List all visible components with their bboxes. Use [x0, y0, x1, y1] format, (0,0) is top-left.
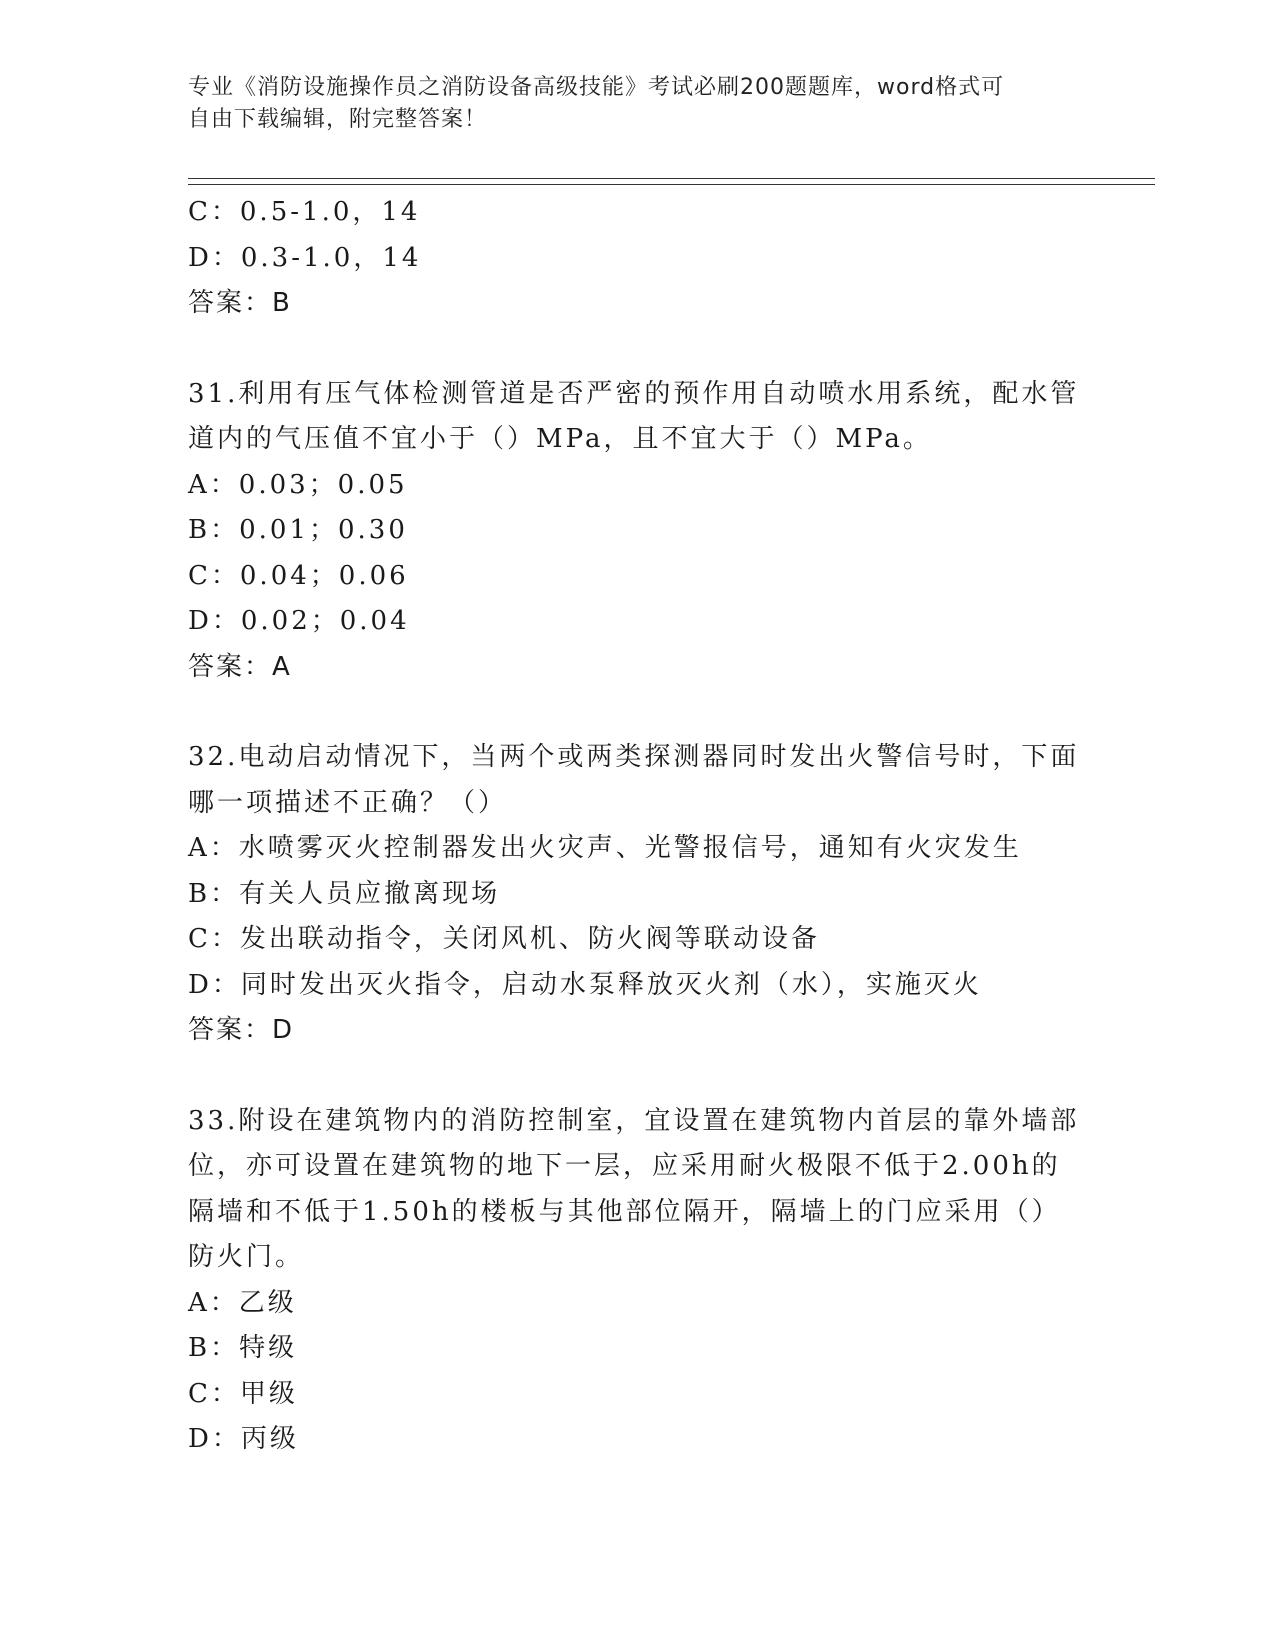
answer-label: 答案：A: [188, 651, 292, 682]
option-c: C：0.04；0.06: [188, 560, 409, 591]
option-b: B：有关人员应撤离现场: [188, 878, 501, 909]
option-d: D：同时发出灭火指令，启动水泵释放灭火剂（水），实施灭火: [188, 969, 982, 1000]
option-c: C：甲级: [188, 1378, 298, 1409]
option-a: A：水喷雾灭火控制器发出火灾声、光警报信号，通知有火灾发生: [188, 833, 1022, 863]
option-d: D：丙级: [188, 1424, 299, 1454]
question-33: [188, 1099, 1088, 1463]
option-b: B：特级: [188, 1333, 298, 1363]
prev-question-tail: [188, 190, 1088, 327]
page-header: [188, 72, 1068, 136]
header-title-line1: 专业《消防设施操作员之消防设备高级技能》考试必刷200题题库，word格式可: [188, 75, 1005, 100]
option-b: B：0.01；0.30: [188, 515, 408, 545]
question-32: [188, 735, 1088, 1054]
option-c: C：0.5-1.0，14: [188, 197, 421, 227]
question-31: [188, 372, 1088, 691]
question-text: 31.利用有压气体检测管道是否严密的预作用自动喷水用系统，配水管道内的气压值不宜小于（）MPa，且不宜大于（）MPa。: [188, 378, 1080, 454]
answer-label: 答案：B: [188, 288, 292, 318]
question-text: 33.附设在建筑物内的消防控制室，宜设置在建筑物内首层的靠外墙部位，亦可设置在建筑物的地下一层，应采用耐火极限不低于2.00h的隔墙和不低于1.50h的楼板与其他部位隔开，隔墙上的门应采用（）防火门。: [188, 1105, 1080, 1272]
question-list: [188, 190, 1088, 1463]
option-d: D：0.02；0.04: [188, 606, 410, 636]
question-text: 32.电动启动情况下，当两个或两类探测器同时发出火警信号时，下面哪一项描述不正确？（）: [188, 742, 1080, 818]
option-d: D：0.3-1.0，14: [188, 242, 422, 273]
option-c: C：发出联动指令，关闭风机、防火阀等联动设备: [188, 924, 820, 954]
header-divider: [188, 178, 1155, 185]
option-a: A：0.03；0.05: [188, 469, 408, 500]
header-title-line2: 自由下载编辑，附完整答案！: [188, 107, 488, 132]
option-a: A：乙级: [188, 1287, 297, 1318]
answer-label: 答案：D: [188, 1015, 295, 1045]
